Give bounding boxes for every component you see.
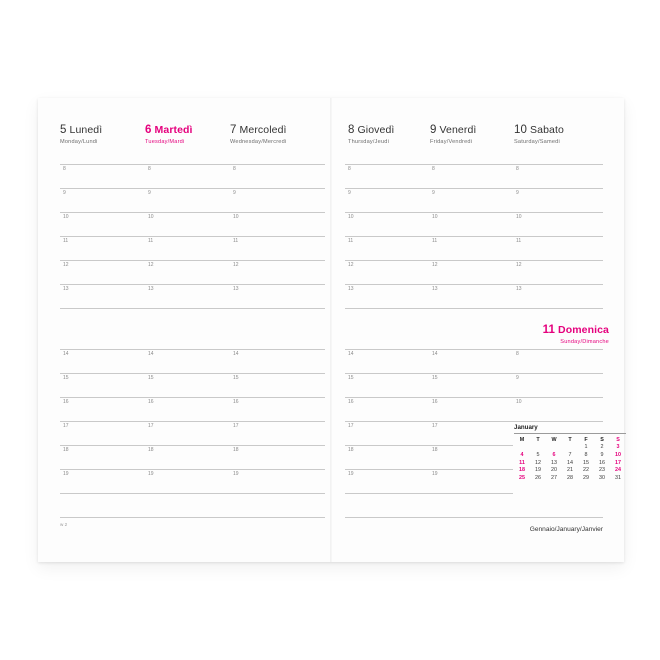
- hour-label: 11: [516, 238, 522, 244]
- day-header-saturday: [514, 124, 604, 145]
- spread-gutter: [330, 98, 332, 562]
- day-title: [230, 124, 325, 136]
- day-subtitle: Wednesday/Mercredi: [230, 138, 287, 145]
- day-cell: 2: [600, 444, 604, 451]
- rule-line: [345, 421, 603, 422]
- hour-label: 16: [63, 399, 69, 405]
- hour-label: 12: [233, 262, 239, 268]
- hour-label: 19: [63, 471, 69, 477]
- day-cell: [514, 444, 530, 452]
- hour-label: 16: [432, 399, 438, 405]
- mini-calendar-title: January: [514, 424, 626, 434]
- day-header-thursday: [348, 124, 430, 145]
- rule-line: [345, 493, 513, 494]
- day-number: 7: [230, 124, 237, 136]
- day-cell: 28: [567, 474, 573, 481]
- hour-label: 12: [432, 262, 438, 268]
- rule-line: [60, 260, 325, 261]
- hour-label: 19: [348, 471, 354, 477]
- day-subtitle: Monday/Lundi: [60, 138, 98, 145]
- day-cell: 31: [615, 474, 621, 481]
- rule-line: [345, 373, 603, 374]
- hour-label: 12: [516, 262, 522, 268]
- day-title: [514, 124, 604, 136]
- hour-label: 10: [516, 214, 522, 220]
- day-name: Giovedì: [357, 124, 395, 136]
- day-cell: 6: [552, 451, 556, 458]
- day-header-friday: [430, 124, 515, 145]
- hour-label: 16: [348, 399, 354, 405]
- hour-label: 15: [432, 375, 438, 381]
- hour-label: 8: [516, 351, 519, 357]
- hour-label: 10: [348, 214, 354, 220]
- day-cell: 26: [535, 474, 541, 481]
- rule-line: [60, 421, 325, 422]
- hour-label: 9: [63, 190, 66, 196]
- rule-line: [345, 284, 603, 285]
- hour-label: 17: [432, 423, 438, 429]
- day-header-wednesday: [230, 124, 325, 145]
- day-number: 11: [542, 324, 555, 336]
- hour-label: 13: [63, 286, 69, 292]
- day-cell: [530, 444, 546, 452]
- weekday-header: T: [568, 436, 572, 443]
- mini-calendar-week-row: [514, 474, 626, 482]
- hour-label: 12: [348, 262, 354, 268]
- hour-label: 10: [516, 399, 522, 405]
- week-number-label: w 2: [60, 522, 68, 527]
- rule-line: [60, 308, 325, 309]
- day-cell: 30: [599, 474, 605, 481]
- hour-label: 17: [233, 423, 239, 429]
- rule-line: [60, 164, 325, 165]
- mini-calendar-header-row: [514, 436, 626, 444]
- rule-line: [60, 188, 325, 189]
- rule-line: [345, 517, 603, 518]
- hour-label: 15: [63, 375, 69, 381]
- planner-spread: [38, 98, 624, 562]
- day-cell: 29: [583, 474, 589, 481]
- hour-label: 19: [148, 471, 154, 477]
- hour-label: 11: [63, 238, 69, 244]
- hour-label: 9: [348, 190, 351, 196]
- rule-line: [60, 397, 325, 398]
- day-subtitle: Saturday/Samedi: [514, 138, 560, 145]
- hour-label: 9: [233, 190, 236, 196]
- weekday-header: F: [584, 436, 588, 443]
- rule-line: [345, 212, 603, 213]
- weekday-header: S: [616, 436, 620, 443]
- hour-label: 13: [516, 286, 522, 292]
- hour-label: 8: [348, 166, 351, 172]
- day-cell: 11: [519, 459, 525, 466]
- day-cell: 13: [551, 459, 557, 466]
- rule-line: [345, 349, 603, 350]
- day-cell: [562, 444, 578, 452]
- hour-label: 8: [148, 166, 151, 172]
- hour-label: 10: [148, 214, 154, 220]
- day-cell: 4: [520, 451, 524, 458]
- hour-label: 15: [233, 375, 239, 381]
- day-cell: 12: [535, 459, 541, 466]
- mini-calendar-week-row: [514, 459, 626, 467]
- rule-line: [345, 445, 513, 446]
- rule-line: [60, 445, 325, 446]
- hour-label: 9: [148, 190, 151, 196]
- day-number: 5: [60, 124, 67, 136]
- hour-label: 9: [432, 190, 435, 196]
- hour-label: 14: [348, 351, 354, 357]
- hour-label: 18: [233, 447, 239, 453]
- hour-label: 14: [233, 351, 239, 357]
- hour-label: 15: [148, 375, 154, 381]
- day-cell: 8: [584, 451, 588, 458]
- day-name: Venerdì: [439, 124, 477, 136]
- day-cell: 1: [584, 444, 588, 451]
- day-header-monday: [60, 124, 142, 145]
- rule-line: [345, 397, 603, 398]
- day-title: [145, 124, 227, 136]
- day-cell: 20: [551, 467, 557, 474]
- rule-line: [60, 236, 325, 237]
- hour-label: 16: [233, 399, 239, 405]
- day-subtitle: Sunday/Dimanche: [560, 338, 609, 345]
- mini-calendar: [514, 424, 626, 482]
- day-cell: 5: [536, 451, 540, 458]
- hour-label: 10: [432, 214, 438, 220]
- day-name: Martedì: [154, 124, 193, 136]
- hour-label: 10: [233, 214, 239, 220]
- rule-line: [60, 469, 325, 470]
- day-number: 8: [348, 124, 355, 136]
- day-title: [60, 124, 142, 136]
- hour-label: 19: [233, 471, 239, 477]
- hour-label: 11: [148, 238, 154, 244]
- day-cell: 19: [535, 467, 541, 474]
- day-name: Mercoledì: [239, 124, 287, 136]
- day-cell: 17: [615, 459, 621, 466]
- mini-calendar-week-row: [514, 451, 626, 459]
- hour-label: 13: [432, 286, 438, 292]
- rule-line: [345, 188, 603, 189]
- hour-label: 13: [233, 286, 239, 292]
- hour-label: 18: [432, 447, 438, 453]
- hour-label: 14: [432, 351, 438, 357]
- rule-line: [345, 469, 513, 470]
- month-footer-label: Gennaio/January/Janvier: [529, 526, 603, 533]
- day-header-sunday: [514, 324, 609, 345]
- hour-label: 8: [432, 166, 435, 172]
- day-cell: 25: [519, 474, 525, 481]
- day-name: Lunedì: [69, 124, 103, 136]
- hour-label: 13: [148, 286, 154, 292]
- hour-label: 14: [148, 351, 154, 357]
- day-cell: 27: [551, 474, 557, 481]
- day-cell: 10: [615, 451, 621, 458]
- rule-line: [345, 236, 603, 237]
- hour-label: 15: [348, 375, 354, 381]
- hour-label: 8: [516, 166, 519, 172]
- weekday-header: T: [536, 436, 540, 443]
- day-cell: 18: [519, 467, 525, 474]
- day-name: Domenica: [558, 324, 609, 336]
- day-cell: 21: [567, 467, 573, 474]
- day-subtitle: Thursday/Jeudi: [348, 138, 390, 145]
- day-cell: 24: [615, 467, 621, 474]
- hour-label: 9: [516, 375, 519, 381]
- hour-label: 9: [516, 190, 519, 196]
- day-number: 9: [430, 124, 437, 136]
- hour-label: 10: [63, 214, 69, 220]
- day-cell: 14: [567, 459, 573, 466]
- rule-line: [60, 373, 325, 374]
- hour-label: 18: [148, 447, 154, 453]
- weekday-header: S: [600, 436, 604, 443]
- day-cell: 9: [600, 451, 604, 458]
- day-subtitle: Friday/Vendredi: [430, 138, 473, 145]
- hour-label: 17: [63, 423, 69, 429]
- day-cell: 3: [616, 444, 620, 451]
- rule-line: [60, 517, 325, 518]
- mini-calendar-week-row: [514, 466, 626, 474]
- hour-label: 16: [148, 399, 154, 405]
- day-title: [430, 124, 515, 136]
- day-cell: [546, 444, 562, 452]
- weekday-header: W: [551, 436, 557, 443]
- day-number: 10: [514, 124, 527, 136]
- hour-label: 8: [63, 166, 66, 172]
- hour-label: 12: [148, 262, 154, 268]
- rule-line: [60, 212, 325, 213]
- day-number: 6: [145, 124, 152, 136]
- mini-calendar-table: [514, 436, 626, 482]
- hour-label: 11: [432, 238, 438, 244]
- rule-line: [345, 308, 603, 309]
- hour-label: 8: [233, 166, 236, 172]
- hour-label: 12: [63, 262, 69, 268]
- day-cell: 22: [583, 467, 589, 474]
- hour-label: 14: [63, 351, 69, 357]
- day-name: Sabato: [530, 124, 564, 136]
- day-cell: 16: [599, 459, 605, 466]
- day-title: [348, 124, 430, 136]
- hour-label: 11: [233, 238, 239, 244]
- rule-line: [345, 260, 603, 261]
- rule-line: [60, 493, 325, 494]
- hour-label: 19: [432, 471, 438, 477]
- day-cell: 7: [568, 451, 572, 458]
- hour-label: 17: [148, 423, 154, 429]
- hour-label: 11: [348, 238, 354, 244]
- day-header-tuesday: [145, 124, 227, 145]
- weekday-header: M: [519, 436, 525, 443]
- hour-label: 18: [348, 447, 354, 453]
- rule-line: [345, 164, 603, 165]
- hour-label: 18: [63, 447, 69, 453]
- hour-label: 17: [348, 423, 354, 429]
- day-cell: 15: [583, 459, 589, 466]
- day-title: [514, 324, 609, 336]
- mini-calendar-week-row: [514, 444, 626, 452]
- hour-label: 13: [348, 286, 354, 292]
- rule-line: [60, 349, 325, 350]
- rule-line: [60, 284, 325, 285]
- day-subtitle: Tuesday/Mardi: [145, 138, 185, 145]
- day-cell: 23: [599, 467, 605, 474]
